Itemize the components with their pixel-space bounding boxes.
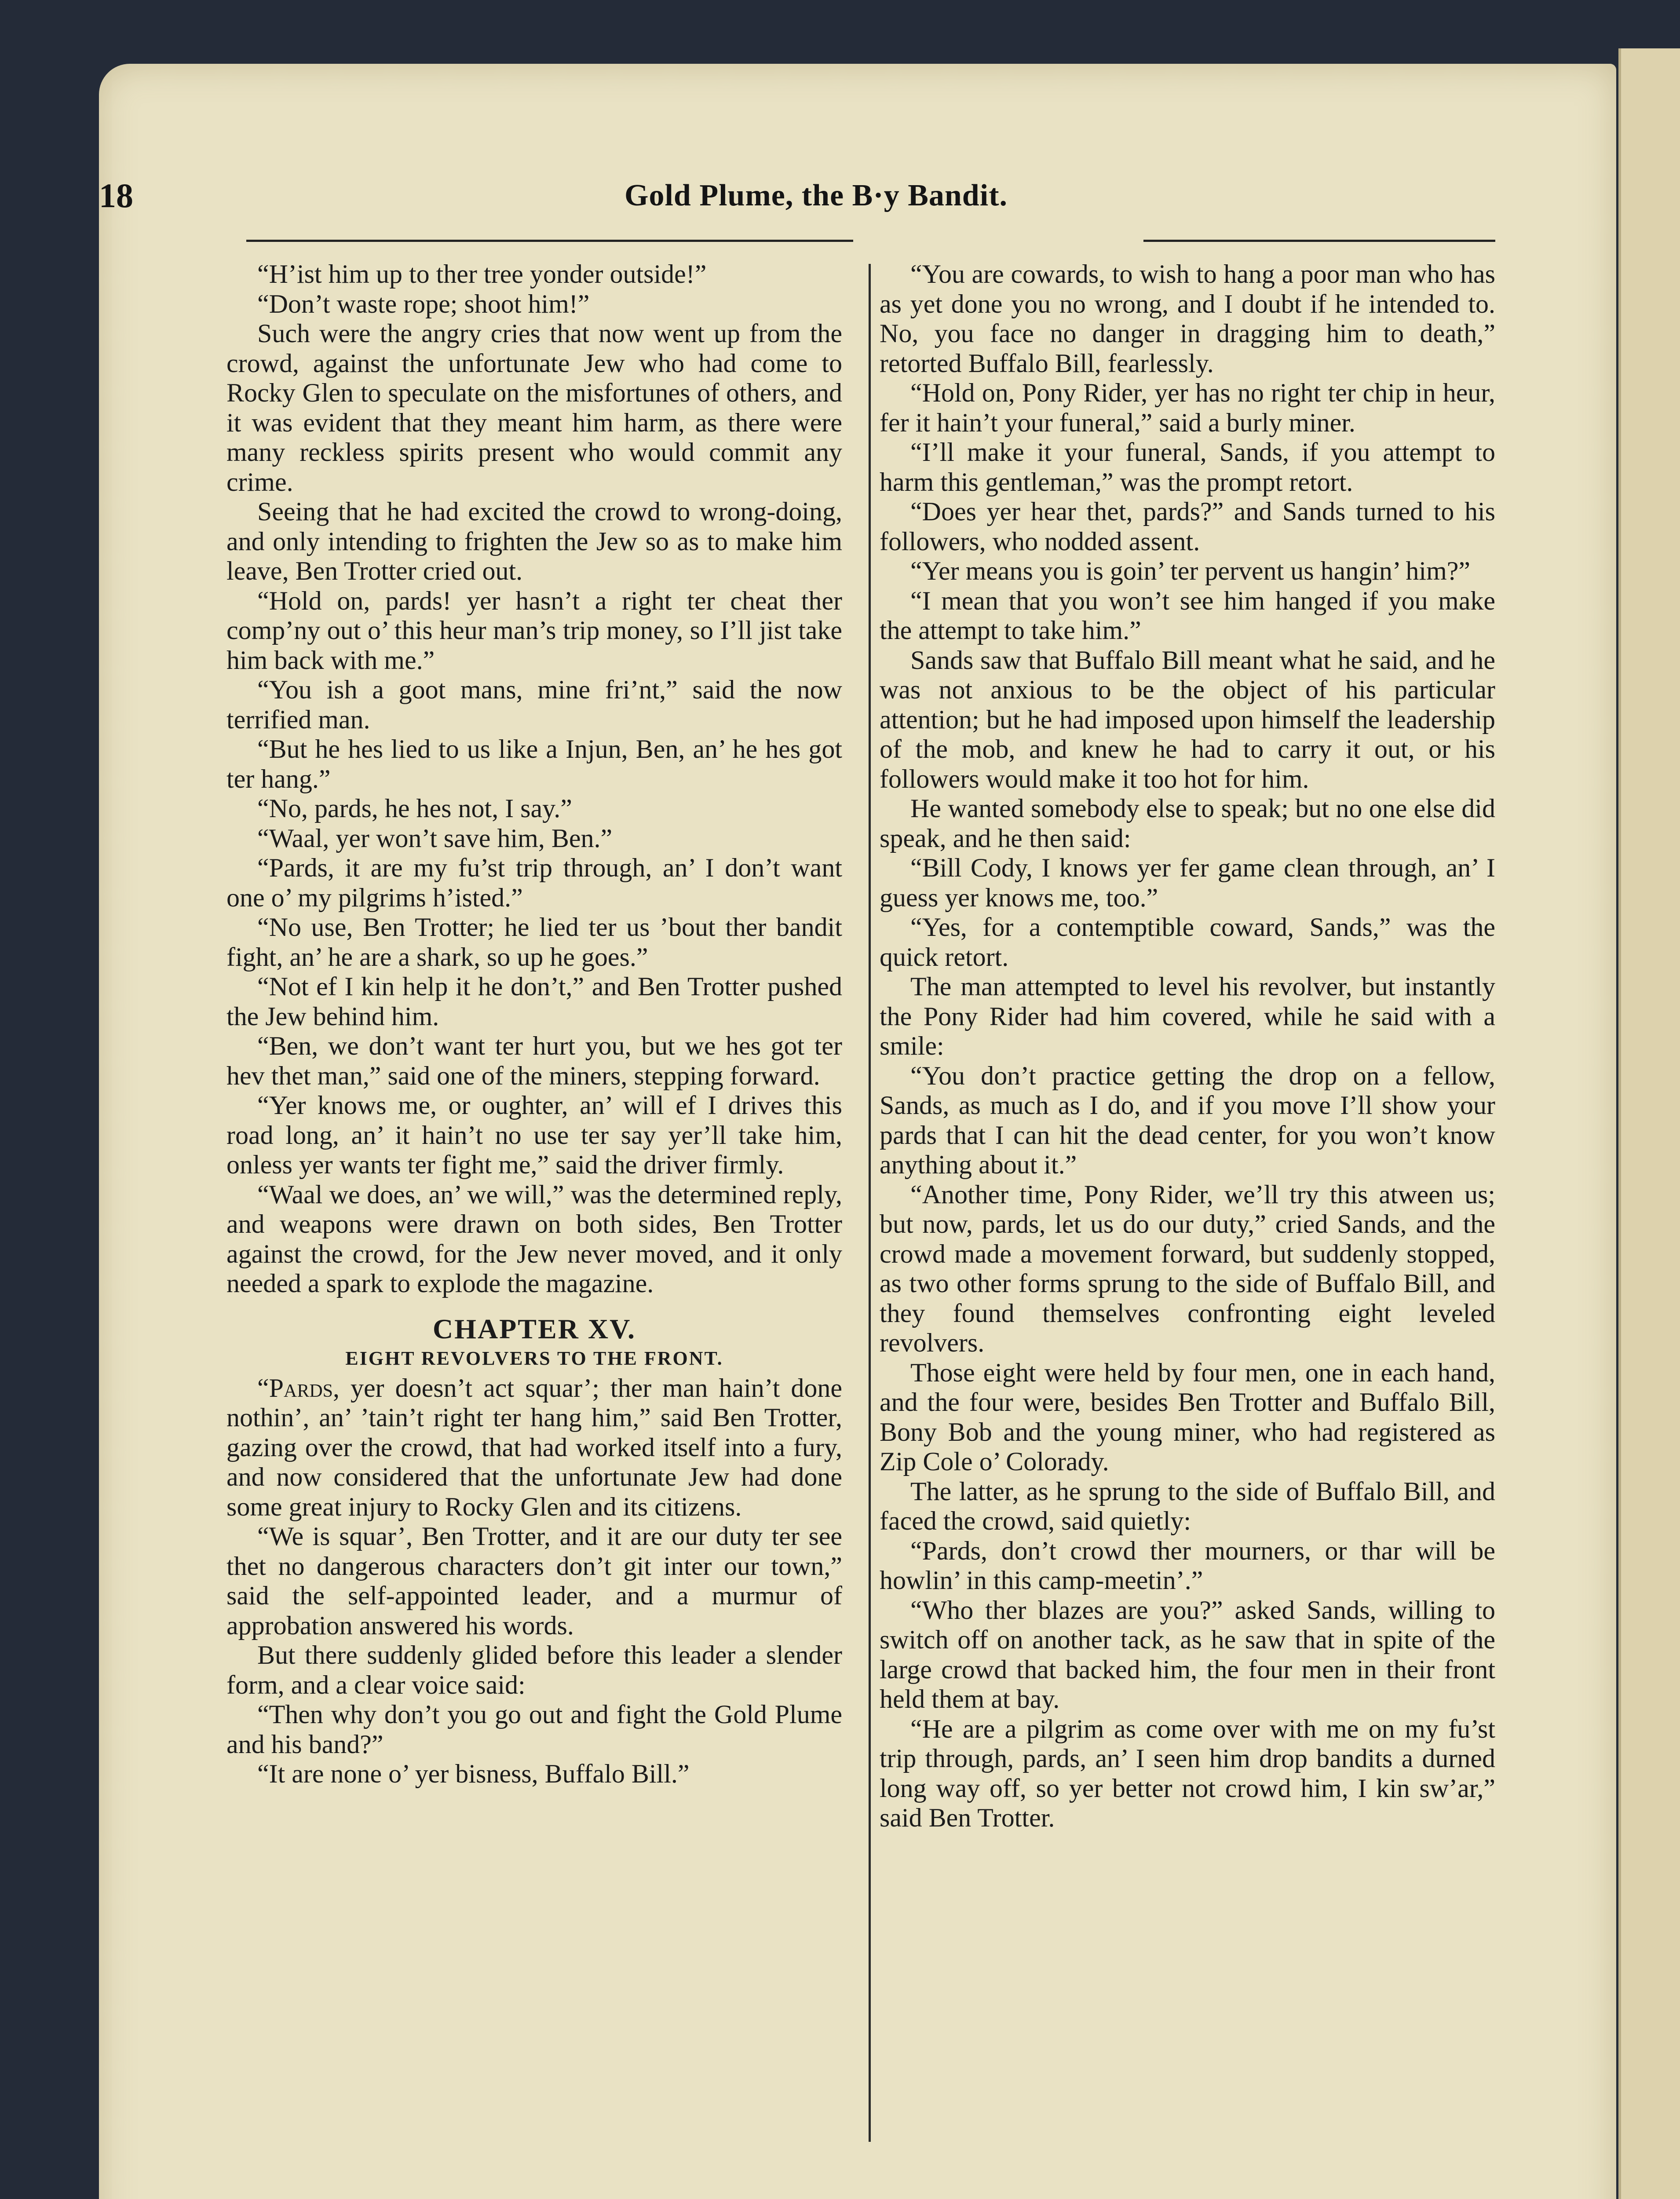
paragraph: “Ben, we don’t want ter hurt you, but we hes got ter hev thet man,” said one of the miners, stepping forward.	[226, 1031, 842, 1090]
paragraph: “I mean that you won’t see him hanged if you make the attempt to take him.”	[880, 586, 1495, 645]
page-number: 18	[99, 176, 133, 215]
paragraph: “You don’t practice getting the drop on a fellow, Sands, as much as I do, and if you move I’ll show your pards that I can hit the dead center, for you won’t know anything about it.”	[880, 1061, 1495, 1179]
paragraph: Those eight were held by four men, one in each hand, and the four were, besides Ben Trotter and Buffalo Bill, Bony Bob and the young miner, who had registered as Zip Cole o’ Colorady.	[880, 1358, 1495, 1476]
header-rule-right	[1143, 240, 1495, 242]
paragraph: “Yer knows me, or oughter, an’ will ef I drives this road long, an’ it hain’t no use ter say yer’ll take him, onless yer wants ter fight me,” said the driver firmly.	[226, 1091, 842, 1179]
chapter-opening-word: Pards,	[269, 1373, 340, 1403]
paragraph: Such were the angry cries that now went up from the crowd, against the unfortunate Jew who had come to Rocky Glen to speculate on the misfortunes of others, and it was evident that they meant him harm, as there were many reckless spirits present who would commit any crime.	[226, 319, 842, 497]
paragraph: Seeing that he had excited the crowd to wrong-doing, and only intending to frighten the Jew so as to make him leave, Ben Trotter cried out.	[226, 497, 842, 585]
paragraph: “Hold on, Pony Rider, yer has no right ter chip in heur, fer it hain’t your funeral,” said a burly miner.	[880, 378, 1495, 437]
paragraph: “You ish a goot mans, mine fri’nt,” said the now terrified man.	[226, 675, 842, 734]
paragraph: “Yes, for a contemptible coward, Sands,” was the quick retort.	[880, 913, 1495, 972]
paragraph: “He are a pilgrim as come over with me on my fu’st trip through, pards, an’ I seen him drop bandits a durned long way off, so yer better not crowd him, I kin sw’ar,” said Ben Trotter.	[880, 1714, 1495, 1832]
left-column	[226, 259, 842, 1789]
paragraph: The latter, as he sprung to the side of Buffalo Bill, and faced the crowd, said quietly:	[880, 1476, 1495, 1535]
paragraph: “Pards, it are my fu’st trip through, an’ I don’t want one o’ my pilgrims h’isted.”	[226, 853, 842, 912]
paragraph: “H’ist him up to ther tree yonder outside!”	[257, 259, 707, 289]
paragraph: “Yer means you is goin’ ter pervent us hangin’ him?”	[910, 556, 1471, 585]
paragraph: “We is squar’, Ben Trotter, and it are our duty ter see thet no dangerous characters don’t git inter our town,” said the self-appointed leader, and a murmur of approbation answered his words.	[226, 1522, 842, 1640]
chapter-opening-text: yer doesn’t act squar’; ther man hain’t done nothin’, an’ ’tain’t right ter hang him,” said Ben Trotter, gazing over the crowd, that had worked itself into a fury, and now considered that the unfortunate Jew had done some great injury to Rocky Glen and its citizens.	[226, 1373, 842, 1521]
paragraph: He wanted somebody else to speak; but no one else did speak, and he then said:	[880, 794, 1495, 853]
next-page-edge	[1618, 48, 1680, 2199]
paragraph: Sands saw that Buffalo Bill meant what he said, and he was not anxious to be the object of his particular attention; but he had imposed upon himself the leadership of the mob, and knew he had to carry it out, or his followers would make it too hot for him.	[880, 645, 1495, 793]
paragraph: “Then why don’t you go out and fight the Gold Plume and his band?”	[226, 1700, 842, 1759]
paragraph: “Hold on, pards! yer hasn’t a right ter cheat ther comp’ny out o’ this heur man’s trip money, so I’ll jist take him back with me.”	[226, 586, 842, 675]
chapter-opening-paragraph: “Pards, yer doesn’t act squar’; ther man hain’t done nothin’, an’ ’tain’t right ter hang him,” said Ben Trotter, gazing over the crowd, that had worked itself into a fury, and now considered that the unfortunate Jew had done some great injury to Rocky Glen and its citizens.	[226, 1373, 842, 1521]
paragraph: “Bill Cody, I knows yer fer game clean through, an’ I guess yer knows me, too.”	[880, 853, 1495, 912]
header-rule-left	[246, 240, 853, 242]
right-column	[880, 259, 1495, 1833]
paragraph: “It are none o’ yer bisness, Buffalo Bill.”	[257, 1759, 690, 1788]
chapter-heading: CHAPTER XV.	[432, 1313, 636, 1344]
paragraph: “No, pards, he hes not, I say.”	[257, 794, 572, 823]
running-title: Gold Plume, the B·y Bandit.	[625, 179, 1008, 212]
paragraph: “Not ef I kin help it he don’t,” and Ben Trotter pushed the Jew behind him.	[226, 972, 842, 1031]
paragraph: “No use, Ben Trotter; he lied ter us ’bout ther bandit fight, an’ he are a shark, so up he goes.”	[226, 913, 842, 972]
paragraph: “I’ll make it your funeral, Sands, if you attempt to harm this gentleman,” was the prompt retort.	[880, 438, 1495, 497]
paragraph: “Another time, Pony Rider, we’ll try this atween us; but now, pards, let us do our duty,” cried Sands, and the crowd made a movement forward, but suddenly stopped, as two other forms sprung to the side of Buffalo Bill, and they found themselves confronting eight leveled revolvers.	[880, 1180, 1495, 1357]
paragraph: “Don’t waste rope; shoot him!”	[257, 289, 590, 318]
paragraph: “Pards, don’t crowd ther mourners, or thar will be howlin’ in this camp-meetin’.”	[880, 1536, 1495, 1595]
paragraph: But there suddenly glided before this leader a slender form, and a clear voice said:	[226, 1640, 842, 1699]
paragraph: The man attempted to level his revolver, but instantly the Pony Rider had him covered, while he said with a smile:	[880, 972, 1495, 1060]
chapter-subheading: EIGHT REVOLVERS TO THE FRONT.	[345, 1348, 723, 1369]
paragraph: “You are cowards, to wish to hang a poor man who has as yet done you no wrong, and I doubt if he intended to. No, you face no danger in dragging him to death,” retorted Buffalo Bill, fearlessly.	[880, 259, 1495, 378]
column-divider	[869, 264, 871, 2142]
paragraph: “Waal, yer won’t save him, Ben.”	[257, 823, 613, 853]
paragraph: “Waal we does, an’ we will,” was the determined reply, and weapons were drawn on both sides, Ben Trotter against the crowd, for the Jew never moved, and it only needed a spark to explode the magazine.	[226, 1180, 842, 1298]
paragraph: “Does yer hear thet, pards?” and Sands turned to his followers, who nodded assent.	[880, 497, 1495, 556]
paragraph: “But he hes lied to us like a Injun, Ben, an’ he hes got ter hang.”	[226, 734, 842, 793]
paragraph: “Who ther blazes are you?” asked Sands, willing to switch off on another tack, as he saw that in spite of the large crowd that backed him, the four men in their front held them at bay.	[880, 1595, 1495, 1713]
